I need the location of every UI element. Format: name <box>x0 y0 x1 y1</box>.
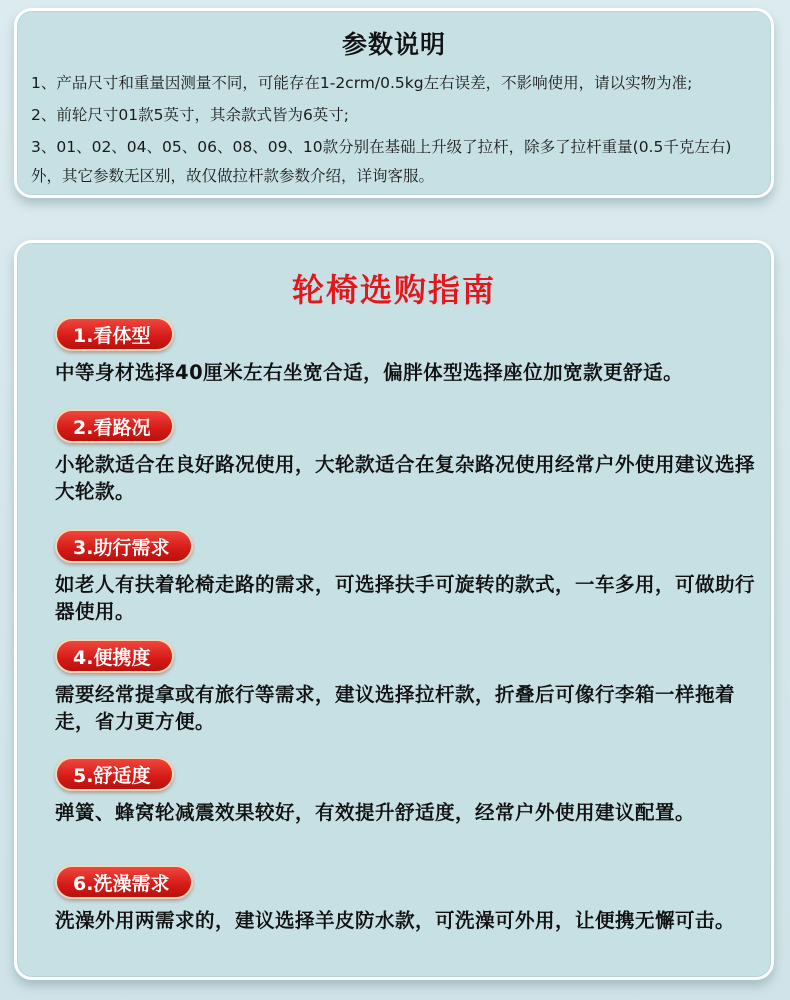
section-text: 中等身材选择40厘米左右坐宽合适，偏胖体型选择座位加宽款更舒适。 <box>55 361 684 384</box>
section-label: 5.舒适度 <box>55 757 174 791</box>
section-label: 6.洗澡需求 <box>55 865 193 899</box>
guide-section-bathing <box>55 865 759 934</box>
guide-title: 轮椅选购指南 <box>291 271 496 309</box>
guide-section-portability <box>55 639 759 735</box>
section-label: 2.看路况 <box>55 409 174 443</box>
section-text: 如老人有扶着轮椅走路的需求，可选择扶手可旋转的款式，一车多用，可做助行器使用。 <box>55 573 756 623</box>
guide-section-comfort <box>55 757 759 826</box>
params-list <box>31 69 759 194</box>
section-label: 1.看体型 <box>55 317 174 351</box>
guide-section-walking-aid <box>55 529 759 625</box>
params-title: 参数说明 <box>341 30 446 59</box>
params-item-2: 2、前轮尺寸01款5英寸，其余款式皆为6英寸; <box>31 106 350 124</box>
section-label: 4.便携度 <box>55 639 174 673</box>
section-text: 小轮款适合在良好路况使用，大轮款适合在复杂路况使用经常户外使用建议选择大轮款。 <box>55 453 756 503</box>
params-card <box>14 8 774 198</box>
guide-section-road <box>55 409 759 505</box>
params-item-1: 1、产品尺寸和重量因测量不同，可能存在1-2crm/0.5kg左右误差，不影响使用，请以实物为准; <box>31 74 693 92</box>
guide-section-body-type <box>55 317 759 386</box>
section-text: 洗澡外用两需求的，建议选择羊皮防水款，可洗澡可外用，让便携无懈可击。 <box>55 909 736 932</box>
params-item-3: 3、01、02、04、05、06、08、09、10款分别在基础上升级了拉杆，除多了拉杆重量(0.5千克左右)外，其它参数无区别，故仅做拉杆款参数介绍，详询客服。 <box>31 138 732 185</box>
section-text: 需要经常提拿或有旅行等需求，建议选择拉杆款，折叠后可像行李箱一样拖着走，省力更方便。 <box>55 683 736 733</box>
guide-card <box>14 240 774 980</box>
section-label: 3.助行需求 <box>55 529 193 563</box>
section-text: 弹簧、蜂窝轮减震效果较好，有效提升舒适度，经常户外使用建议配置。 <box>55 801 696 824</box>
